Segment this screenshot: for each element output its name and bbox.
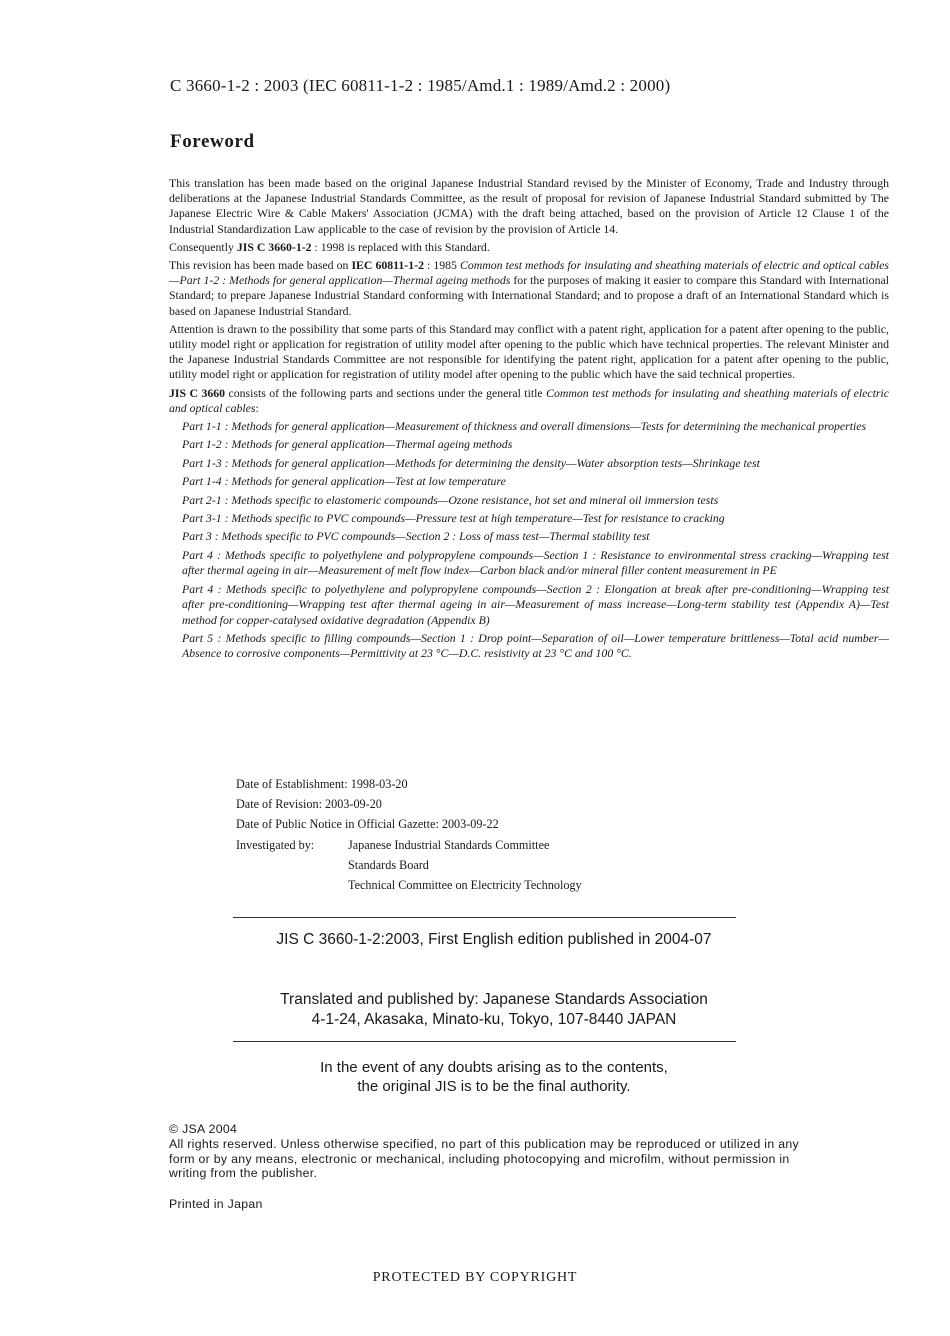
dates-block [236,774,582,895]
protected-by-copyright: PROTECTED BY COPYRIGHT [372,1270,578,1285]
copyright-block [169,1122,809,1181]
foreword-paragraph-4: Attention is drawn to the possibility that some parts of this Standard may conflict with a patent right, application for a patent after opening to the public, utility model right or application for registration of utility model after opening to the public which have technical properties. The relevant Minister and the Japanese Industrial Standards Committee are not responsible for identifying the patent right, application for a patent after opening to the public, utility model right or application for registration of utility model after opening to the public which have the said technical properties. [169,321,889,382]
copyright-symbol-line: © JSA 2004 [169,1122,238,1136]
spacer [236,855,348,875]
standard-title: Common test methods for insulating and sheathing materials of electric and optical cables [169,385,889,415]
standard-reference: JIS C 3660-1-2 [236,239,312,254]
text-span: : [255,400,259,415]
part-item: Part 3 : Methods specific to PVC compounds—Section 2 : Loss of mass test—Thermal stability test [182,529,650,544]
edition-line: JIS C 3660-1-2:2003, First English edition published in 2004-07 [276,931,712,948]
document-header: C 3660-1-2 : 2003 (IEC 60811-1-2 : 1985/Amd.1 : 1989/Amd.2 : 2000) [170,76,671,95]
text-span: : 1998 is replaced with this Standard. [311,239,490,254]
authority-notice-line-1: In the event of any doubts arising as to the contents, [320,1059,668,1076]
translated-by: Translated and published by: Japanese Standards Association [280,991,708,1008]
printed-in: Printed in Japan [169,1197,263,1211]
rights-notice: All rights reserved. Unless otherwise specified, no part of this publication may be reproduced or utilized in any form or by any means, electronic or mechanical, including photocopying and microfilm, without permission in writing from the publisher. [169,1136,799,1181]
date-of-establishment: Date of Establishment: 1998-03-20 [236,777,408,791]
part-item: Part 4 : Methods specific to polyethylene and polypropylene compounds—Section 2 : Elongation at break after pre-conditioning—Wrapping test after pre-conditioning—Wrapping test after thermal ageing in air—Measurement of mass increase—Long-term stability test (Appendix A)—Test method for copper-catalysed oxidative degradation (Appendix B) [182,581,889,627]
text-span: for the purposes of making it easier to compare this Standard with International Standard; to prepare Japanese Industrial Standard conforming with International Standard; and to propose a draft of an International Standard which is based on Japanese Industrial Standard. [169,273,889,318]
spacer [236,875,348,895]
foreword-body [169,176,889,665]
part-item: Part 2-1 : Methods specific to elastomeric compounds—Ozone resistance, hot set and mineral oil immersion tests [182,492,719,507]
investigator-3: Technical Committee on Electricity Technology [348,878,582,893]
authority-notice-line-2: the original JIS is to be the final authority. [357,1078,631,1095]
investigated-by-row [236,855,582,875]
standard-reference: JIS C 3660 [169,385,226,400]
foreword-paragraph-3 [169,258,889,319]
date-of-revision: Date of Revision: 2003-09-20 [236,797,382,812]
standard-title: Common test methods for insulating and sheathing materials of electric and optical cables—Part 1-2 : Methods for general application—Thermal ageing methods [169,258,889,288]
part-item: Part 5 : Methods specific to filling compounds—Section 1 : Drop point—Separation of oil—Lower temperature brittleness—Total acid number—Absence to corrosive components—Permittivity at 23 °C—D.C. resistivity at 23 °C and 100 °C. [182,630,889,661]
standard-reference: IEC 60811-1-2 [351,258,424,273]
foreword-paragraph-1: This translation has been made based on the original Japanese Industrial Standard revised by the Minister of Economy, Trade and Industry through deliberations at the Japanese Industrial Standards Committee, as the result of proposal for revision of Japanese Industrial Standard submitted by The Japanese Electric Wire & Cable Makers' Association (JCMA) with the draft being attached, based on the provision of Article 12 Clause 1 of the Industrial Standardization Law applicable to the case of revision by the provision of Article 14. [169,176,889,236]
investigator-1: Japanese Industrial Standards Committee [348,837,550,852]
part-item: Part 1-4 : Methods for general application—Test at low temperature [182,474,506,489]
investigated-by-row [236,875,582,895]
foreword-paragraph-5 [169,386,889,416]
part-item: Part 1-2 : Methods for general application—Thermal ageing methods [182,437,513,452]
divider-rule [233,1041,736,1042]
foreword-heading: Foreword [170,131,255,152]
text-span: Consequently [169,239,237,254]
part-item: Part 3-1 : Methods specific to PVC compounds—Pressure test at high temperature—Test for resistance to cracking [182,511,725,526]
text-span: : 1985 [423,258,460,273]
investigator-2: Standards Board [348,857,429,872]
divider-rule [233,917,736,918]
foreword-paragraph-2 [169,240,889,255]
part-item: Part 4 : Methods specific to polyethylene and polypropylene compounds—Section 1 : Resistance to environmental stress cracking—Wrapping test after thermal ageing in air—Measurement of melt flow index—Carbon black and/or mineral filler content measurement in PE [182,547,889,578]
text-span: consists of the following parts and sections under the general title [225,385,547,400]
part-item: Part 1-1 : Methods for general application—Measurement of thickness and overall dimensions—Tests for determining the mechanical properties [182,419,867,434]
date-of-public-notice: Date of Public Notice in Official Gazette: 2003-09-22 [236,817,499,832]
authority-notice [230,1058,758,1096]
text-span: This revision has been made based on [169,258,352,273]
investigated-by-row [236,835,582,855]
investigated-by-label: Investigated by: [236,837,315,852]
part-item: Part 1-3 : Methods for general application—Methods for determining the density—Water absorption tests—Shrinkage test [182,455,760,470]
parts-list [182,419,889,662]
publisher-address: 4-1-24, Akasaka, Minato-ku, Tokyo, 107-8440 JAPAN [311,1011,677,1028]
publisher-block [230,990,758,1030]
